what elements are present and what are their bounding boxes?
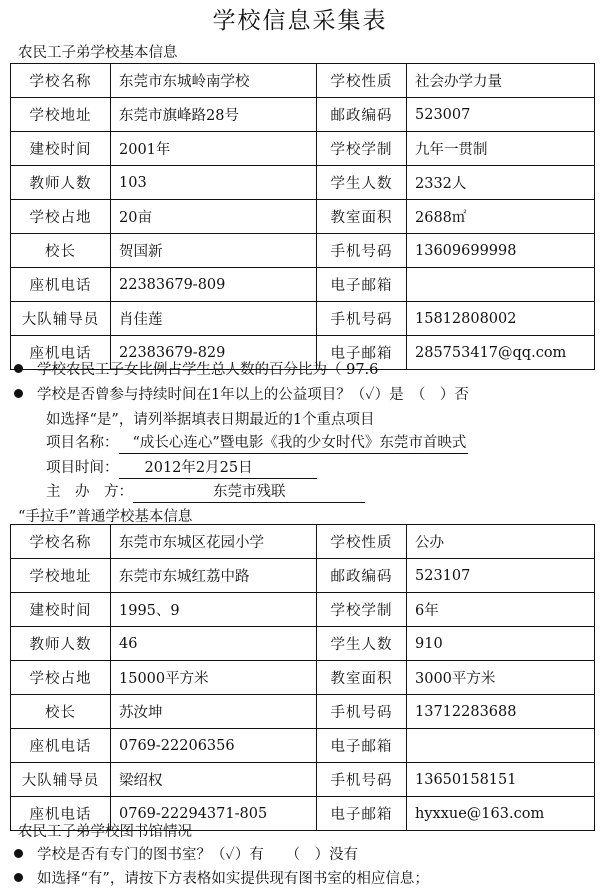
field-label: 建校时间 (11, 593, 111, 627)
question-library-room (14, 843, 358, 864)
field-label: 手机号码 (317, 234, 407, 268)
field-label: 学校名称 (11, 525, 111, 559)
field-value: 2332人 (407, 166, 595, 200)
field-label: 大队辅导员 (11, 763, 111, 797)
field-label: 邮政编码 (317, 559, 407, 593)
field-label: 座机电话 (11, 268, 111, 302)
field-label: 大队辅导员 (11, 302, 111, 336)
field-label: 教室面积 (317, 200, 407, 234)
field-value: 13712283688 (407, 695, 595, 729)
field-value (407, 729, 595, 763)
field-label: 学生人数 (317, 166, 407, 200)
field-value: 梁绍权 (111, 763, 317, 797)
table-row (11, 627, 595, 661)
field-value: 0769-22294371-805 (111, 797, 317, 831)
field-label: 电子邮箱 (317, 336, 407, 370)
table-row (11, 234, 595, 268)
field-value: 苏汝坤 (111, 695, 317, 729)
project-time-value: 2012年2月25日 (119, 456, 317, 479)
field-label: 学校性质 (317, 525, 407, 559)
table-row (11, 729, 595, 763)
table-row (11, 559, 595, 593)
section-heading-library: 农民工子弟学校图书馆情况 (18, 824, 192, 840)
table-row (11, 661, 595, 695)
field-value: 20亩 (111, 200, 317, 234)
field-value: hyxxue@163.com (407, 797, 595, 831)
field-label: 校长 (11, 695, 111, 729)
field-label: 校长 (11, 234, 111, 268)
table-row (11, 268, 595, 302)
question-text: 学校是否曾参与持续时间在1年以上的公益项目？（✓）是 （ ）否 (37, 387, 469, 403)
project-time-label: 项目时间： (46, 460, 119, 476)
table-row (11, 302, 595, 336)
migrant-school-info-table (10, 63, 595, 370)
table-row (11, 200, 595, 234)
field-label: 学校地址 (11, 559, 111, 593)
field-value: 公办 (407, 525, 595, 559)
field-value: 0769-22206356 (111, 729, 317, 763)
partner-school-info-table (10, 524, 595, 831)
field-value: 东莞市东城区花园小学 (111, 525, 317, 559)
field-value: 社会办学力量 (407, 64, 595, 98)
field-label: 学校名称 (11, 64, 111, 98)
field-label: 学校占地 (11, 200, 111, 234)
field-label: 教师人数 (11, 627, 111, 661)
table-row (11, 64, 595, 98)
field-value: 523107 (407, 559, 595, 593)
field-value: 22383679-829 (111, 336, 317, 370)
field-label: 教室面积 (317, 661, 407, 695)
bullet-icon (14, 389, 23, 398)
table-row (11, 132, 595, 166)
field-value: 2688㎡ (407, 200, 595, 234)
field-label: 建校时间 (11, 132, 111, 166)
question-text: 如选择“有”，请按下方表格如实提供现有图书室的相应信息； (37, 871, 429, 887)
project-name-value: “成长心连心”暨电影《我的少女时代》东莞市首映式 (119, 431, 469, 454)
field-value: 九年一贯制 (407, 132, 595, 166)
field-label: 座机电话 (11, 729, 111, 763)
field-value: 46 (111, 627, 317, 661)
question-library-info (14, 867, 429, 888)
field-label: 教师人数 (11, 166, 111, 200)
bullet-icon (14, 849, 23, 858)
field-label: 电子邮箱 (317, 268, 407, 302)
field-label: 邮政编码 (317, 98, 407, 132)
field-value: 285753417@qq.com (407, 336, 595, 370)
project-name-label: 项目名称： (46, 435, 119, 451)
question-followup: 如选择“是”，请列举据填表日期最近的1个重点项目 (46, 412, 375, 428)
table-row (11, 525, 595, 559)
table-row (11, 98, 595, 132)
organizer-row (46, 480, 365, 503)
field-label: 座机电话 (11, 797, 111, 831)
question-migrant-ratio (14, 358, 378, 379)
field-value: 东莞市东城红荔中路 (111, 559, 317, 593)
field-value: 6年 (407, 593, 595, 627)
field-label: 学校地址 (11, 98, 111, 132)
field-value: 910 (407, 627, 595, 661)
field-value: 15000平方米 (111, 661, 317, 695)
field-value: 103 (111, 166, 317, 200)
project-time-row (46, 456, 317, 479)
field-value: 13650158151 (407, 763, 595, 797)
field-label: 电子邮箱 (317, 797, 407, 831)
field-value: 贺国新 (111, 234, 317, 268)
field-value: 15812808002 (407, 302, 595, 336)
field-value: 22383679-809 (111, 268, 317, 302)
field-value: 1995、9 (111, 593, 317, 627)
field-label: 学校占地 (11, 661, 111, 695)
field-label: 学校性质 (317, 64, 407, 98)
question-public-project (14, 383, 469, 404)
field-label: 座机电话 (11, 336, 111, 370)
bullet-icon (14, 364, 23, 373)
field-value: 肖佳莲 (111, 302, 317, 336)
field-label: 学生人数 (317, 627, 407, 661)
field-value: 3000平方米 (407, 661, 595, 695)
field-value: 13609699998 (407, 234, 595, 268)
question-text: 学校农民工子女比例占学生总人数的百分比为（ 97.6 (37, 362, 379, 378)
page-title: 学校信息采集表 (212, 8, 388, 34)
section-heading-partner-school: “手拉手”普通学校基本信息 (18, 509, 193, 525)
table-row (11, 695, 595, 729)
field-value: 东莞市东城岭南学校 (111, 64, 317, 98)
field-label: 电子邮箱 (317, 729, 407, 763)
field-label: 学校学制 (317, 132, 407, 166)
section-heading-migrant-school: 农民工子弟学校基本信息 (18, 45, 178, 61)
organizer-label: 主 办 方： (46, 484, 133, 500)
field-label: 手机号码 (317, 695, 407, 729)
table-row (11, 763, 595, 797)
field-value: 东莞市旗峰路28号 (111, 98, 317, 132)
field-value (407, 268, 595, 302)
bullet-icon (14, 873, 23, 882)
field-label: 学校学制 (317, 593, 407, 627)
field-value: 523007 (407, 98, 595, 132)
field-value: 2001年 (111, 132, 317, 166)
table-row (11, 166, 595, 200)
organizer-value: 东莞市残联 (133, 480, 365, 503)
field-label: 手机号码 (317, 302, 407, 336)
question-text: 学校是否有专门的图书室？（✓）有 （ ）没有 (37, 847, 359, 863)
project-name-row (46, 431, 468, 454)
field-label: 手机号码 (317, 763, 407, 797)
table-row (11, 593, 595, 627)
